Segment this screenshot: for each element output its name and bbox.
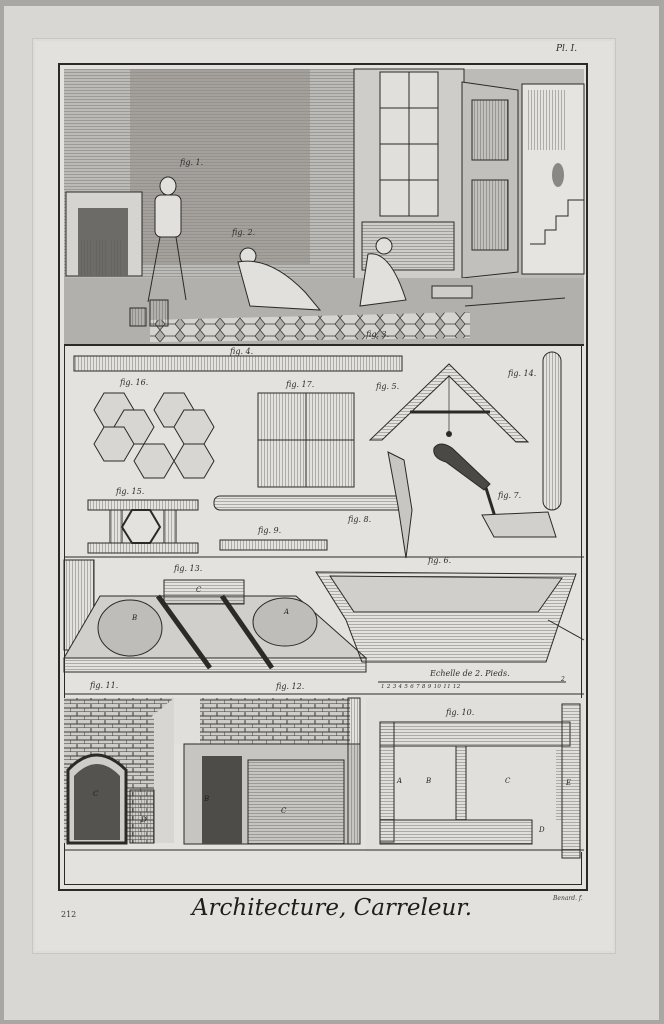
letter-b-fig10: B: [426, 777, 432, 785]
letter-c-fig13: C: [196, 586, 202, 594]
fig-5-label: fig. 5.: [376, 382, 400, 391]
mortar-board-and-trough: [64, 560, 584, 672]
scale-numbers: 1 2 3 4 5 6 7 8 9 10 11 12: [381, 684, 461, 690]
kiln-section-fig11: [64, 698, 174, 843]
fig-11-label: fig. 11.: [90, 681, 119, 690]
fig-2-label: fig. 2.: [232, 228, 256, 237]
fig-3-label: fig. 3.: [366, 330, 390, 339]
letter-a-fig10: A: [397, 777, 403, 785]
letter-c-fig12: C: [281, 807, 287, 815]
fig-1-label: fig. 1.: [180, 158, 204, 167]
workshop-scene: [64, 69, 584, 344]
letter-a-fig13: A: [284, 608, 290, 616]
page-number: 212: [61, 910, 77, 919]
fig-17-label: fig. 17.: [286, 380, 315, 389]
letter-e-fig10: E: [566, 779, 572, 787]
fig-12-label: fig. 12.: [276, 682, 305, 691]
fig-8-label: fig. 8.: [348, 515, 372, 524]
fig-7-label: fig. 7.: [498, 491, 522, 500]
fig-14-label: fig. 14.: [508, 369, 537, 378]
fig-10-label: fig. 10.: [446, 708, 475, 717]
letter-d-fig10: D: [539, 826, 545, 834]
plate-number: Pl. I.: [556, 44, 578, 54]
fig-16-label: fig. 16.: [120, 378, 149, 387]
letter-b-fig12: B: [204, 795, 210, 803]
fig-15-label: fig. 15.: [116, 487, 145, 496]
scale-end-number: 2: [561, 676, 565, 683]
fig-13-label: fig. 13.: [174, 564, 203, 573]
plate-title: Architecture, Carreleur.: [191, 895, 473, 921]
letter-c-fig11: C: [93, 790, 99, 798]
fig-6-label: fig. 6.: [428, 556, 452, 565]
scale-label: Echelle de 2. Pieds.: [430, 669, 510, 678]
letter-c-fig10: C: [505, 777, 511, 785]
fig-4-label: fig. 4.: [230, 347, 254, 356]
engraver-signature: Benard. f.: [553, 895, 583, 902]
kiln-section-fig12: [174, 698, 360, 844]
fig-9-label: fig. 9.: [258, 526, 282, 535]
letter-b-fig13: B: [132, 614, 138, 622]
letter-d-fig11: D: [141, 816, 147, 824]
